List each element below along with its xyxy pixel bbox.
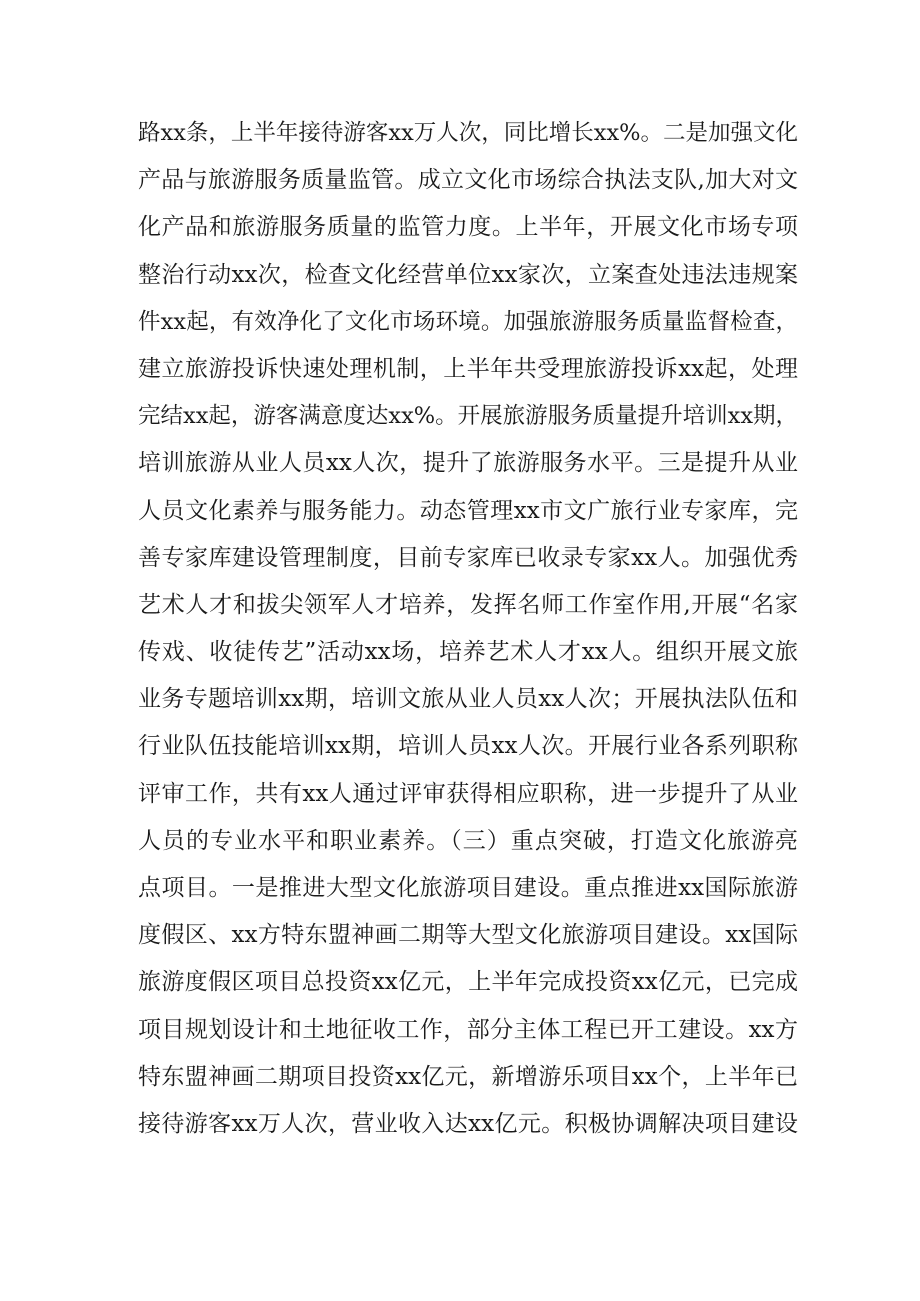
text-line: 件xx起，有效净化了文化市场环境。加强旅游服务质量监督检查，	[138, 308, 798, 335]
text-line: 评审工作，共有xx人通过评审获得相应职称，进一步提升了从业	[138, 780, 798, 807]
text-line: 项目规划设计和土地征收工作，部分主体工程已开工建设。xx方	[138, 1016, 798, 1043]
text-line: 接待游客xx万人次，营业收入达xx亿元。积极协调解决项目建设	[138, 1110, 798, 1137]
text-line: 旅游度假区项目总投资xx亿元，上半年完成投资xx亿元，已完成	[138, 969, 798, 996]
text-line: 传戏、收徒传艺”活动xx场，培养艺术人才xx人。组织开展文旅	[138, 639, 798, 666]
text-line: 路xx条，上半年接待游客xx万人次，同比增长xx%。二是加强文化	[138, 120, 799, 146]
text-line: 培训旅游从业人员xx人次，提升了旅游服务水平。三是提升从业	[138, 450, 798, 477]
body-text	[138, 110, 798, 1148]
text-line: 化产品和旅游服务质量的监管力度。上半年，开展文化市场专项	[138, 214, 798, 241]
text-line: 行业队伍技能培训xx期，培训人员xx人次。开展行业各系列职称	[138, 733, 798, 760]
text-line: 建立旅游投诉快速处理机制，上半年共受理旅游投诉xx起，处理	[138, 355, 798, 382]
text-line: 善专家库建设管理制度，目前专家库已收录专家xx人。加强优秀	[138, 544, 798, 571]
text-line: 整治行动xx次，检查文化经营单位xx家次，立案查处违法违规案	[138, 261, 798, 288]
text-line: 度假区、xx方特东盟神画二期等大型文化旅游项目建设。xx国际	[138, 922, 798, 949]
text-line: 人员文化素养与服务能力。动态管理xx市文广旅行业专家库，完	[138, 497, 798, 524]
text-line: 完结xx起，游客满意度达xx%。开展旅游服务质量提升培训xx期，	[138, 403, 799, 430]
text-line: 人员的专业水平和职业素养。（三）重点突破，打造文化旅游亮	[138, 827, 798, 854]
text-line: 特东盟神画二期项目投资xx亿元，新增游乐项目xx个，上半年已	[138, 1063, 798, 1090]
text-line: 业务专题培训xx期，培训文旅从业人员xx人次；开展执法队伍和	[138, 686, 798, 713]
text-line: 产品与旅游服务质量监管。成立文化市场综合执法支队,加大对文	[138, 167, 798, 194]
text-line: 点项目。一是推进大型文化旅游项目建设。重点推进xx国际旅游	[138, 875, 798, 901]
text-line: 艺术人才和拔尖领军人才培养，发挥名师工作室作用,开展“名家	[138, 591, 798, 618]
